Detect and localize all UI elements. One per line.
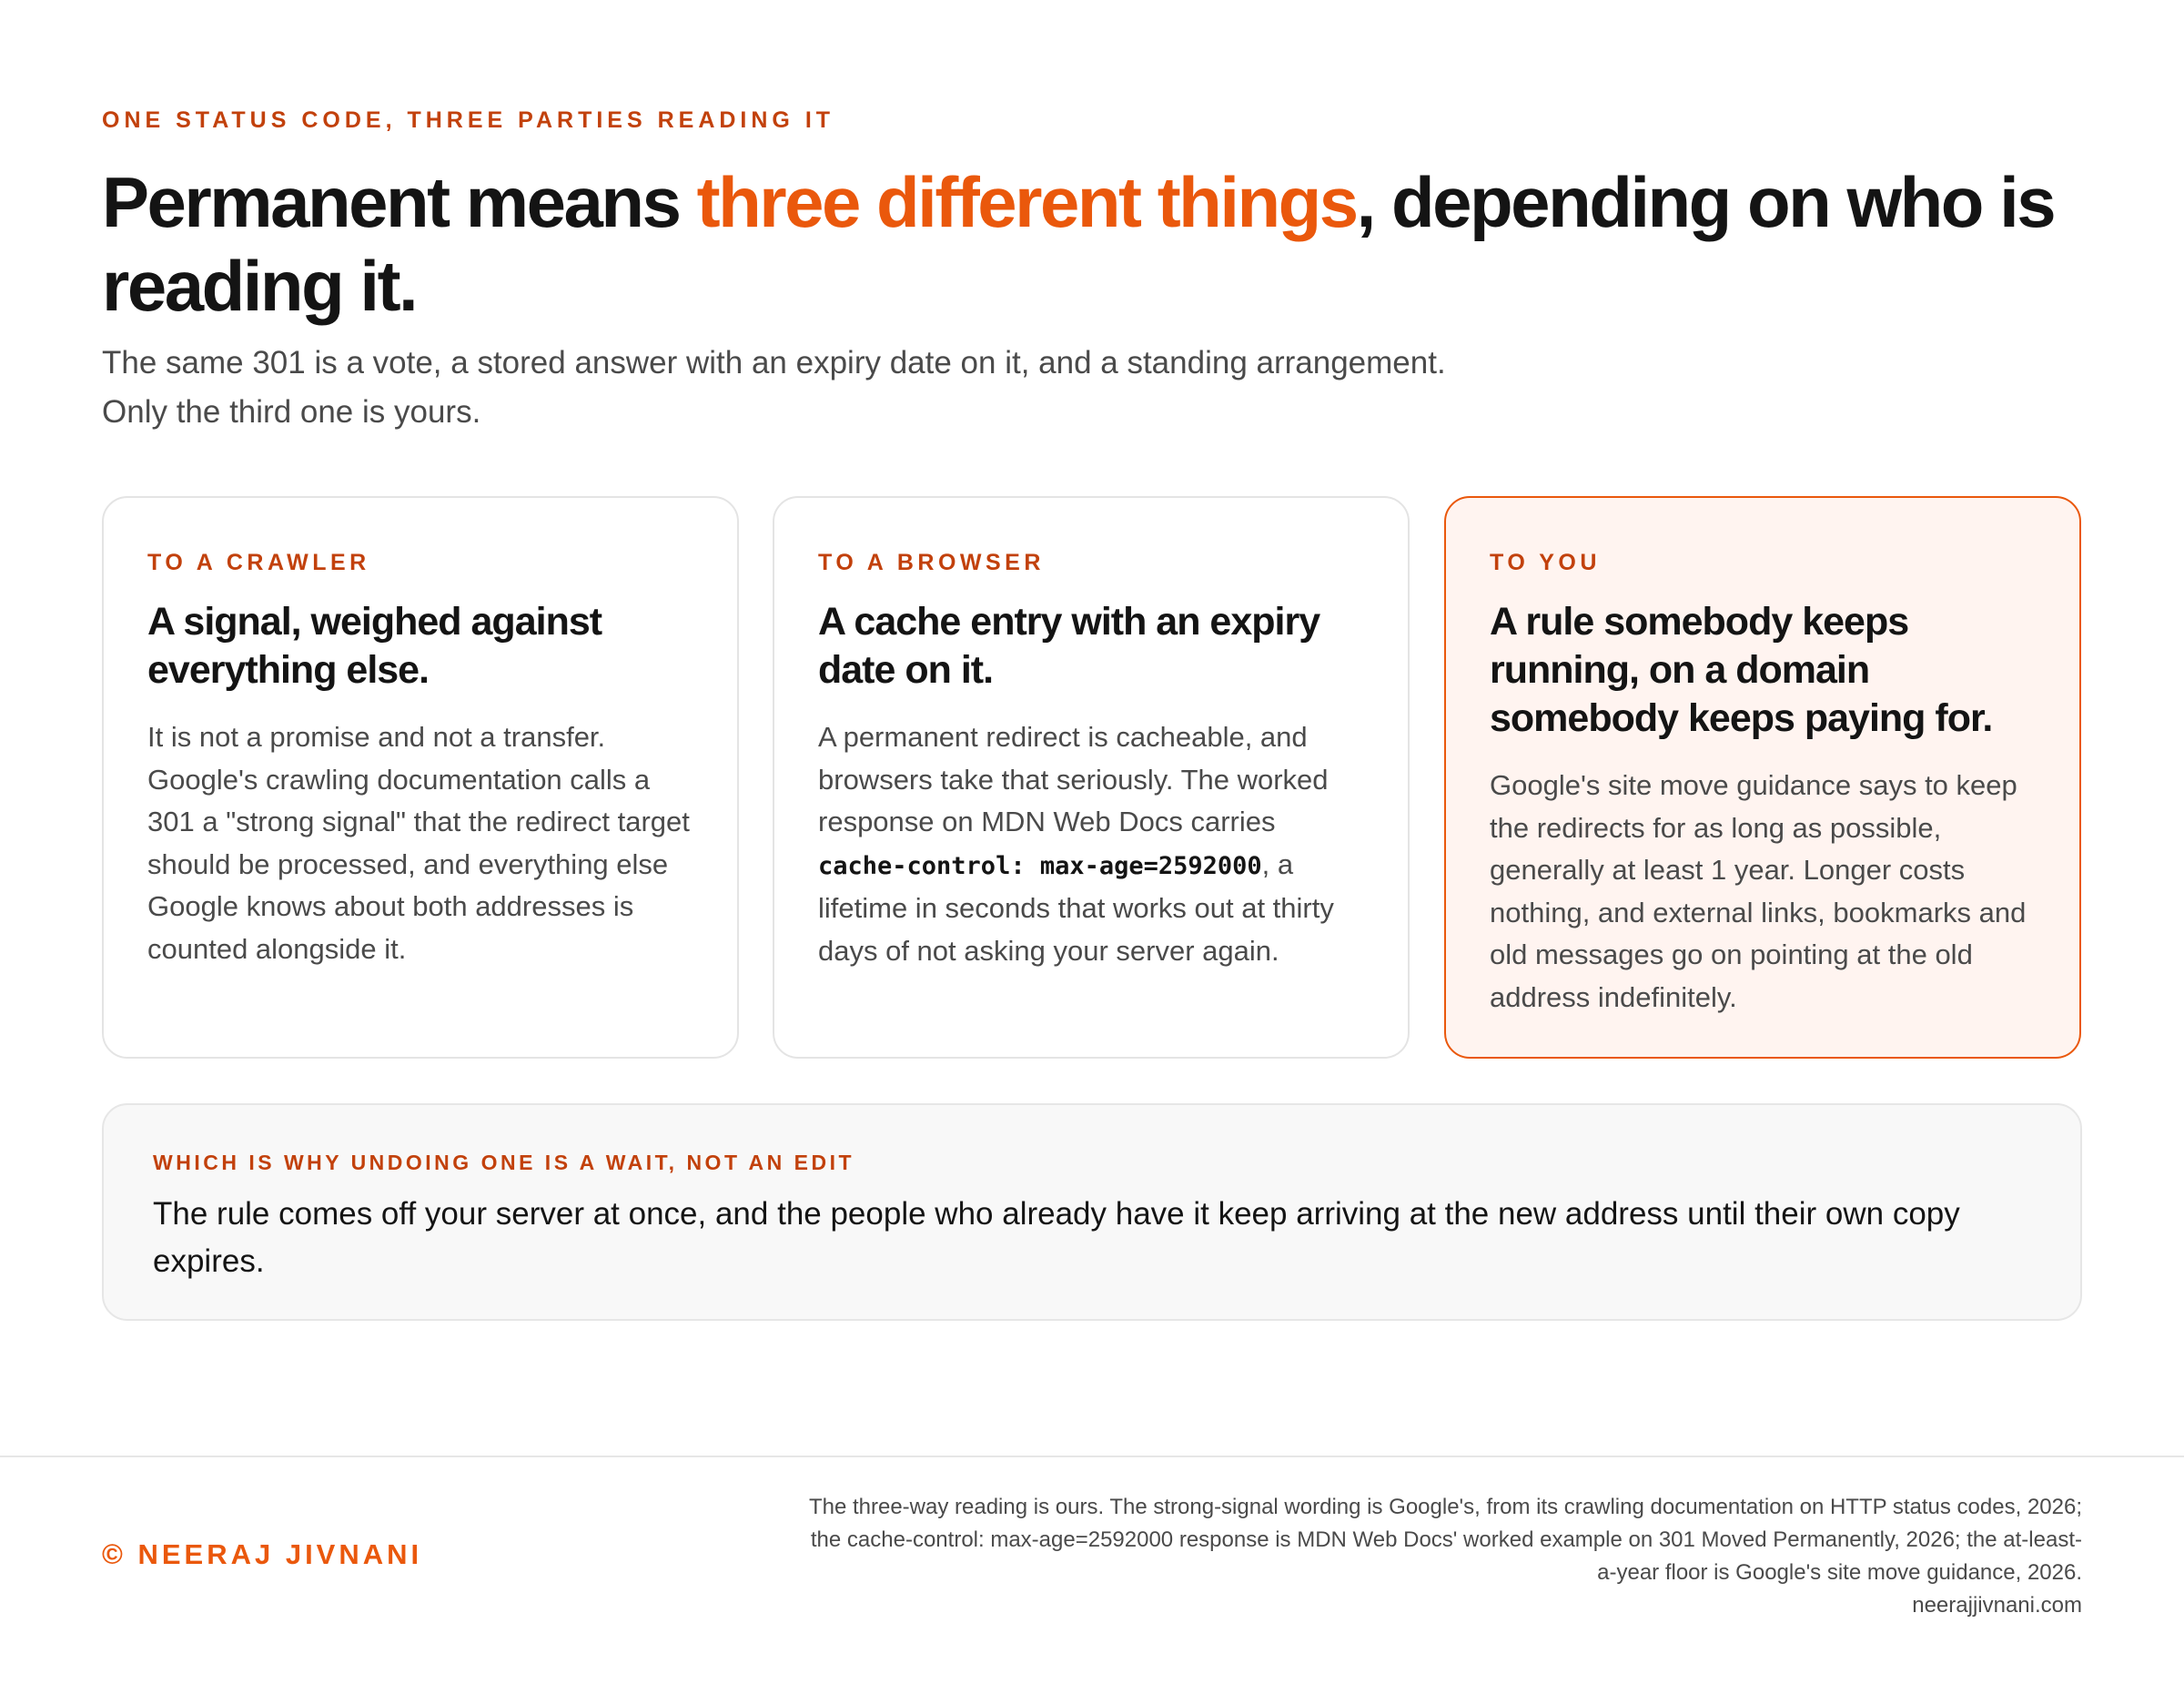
card-browser <box>773 496 1410 1059</box>
subhead-line-1: The same 301 is a vote, a stored answer with an expiry date on it, and a standing arrangement. <box>102 345 1446 380</box>
copyright: © NEERAJ JIVNANI <box>102 1538 423 1570</box>
eyebrow: ONE STATUS CODE, THREE PARTIES READING IT <box>102 107 835 133</box>
headline-accent: three different things <box>696 162 1357 242</box>
card-body: It is not a promise and not a transfer. Google's crawling documentation calls a 301 a "strong signal" that the redirect target should be processed, and everything else Google knows about both addresses is counted alongside it. <box>147 721 690 965</box>
note-label: WHICH IS WHY UNDOING ONE IS A WAIT, NOT AN EDIT <box>153 1151 855 1174</box>
card-title: A cache entry with an expiry date on it. <box>818 600 1320 692</box>
page-title <box>102 160 2086 328</box>
card-body-text: , a lifetime in seconds that works out at thirty days of not asking your server again. <box>818 847 1334 967</box>
card-label: TO A CRAWLER <box>147 550 370 575</box>
card-body-text: A permanent redirect is cacheable, and browsers take that seriously. The worked response on MDN Web Docs carries <box>818 721 1329 837</box>
note-body: The rule comes off your server at once, and the people who already have it keep arriving at the new address until their own copy expires. <box>153 1196 1960 1279</box>
subhead <box>102 339 1649 437</box>
conclusion-note <box>102 1103 2082 1321</box>
headline-start: Permanent means <box>102 162 697 242</box>
cache-control-code: cache-control: max-age=2592000 <box>818 851 1262 880</box>
site-url: neerajjivnani.com <box>1912 1593 2082 1618</box>
card-body: Google's site move guidance says to keep the redirects for as long as possible, generally at least 1 year. Longer costs nothing, and external links, bookmarks and old messages go on pointing at the old address indefinitely. <box>1490 769 2027 1013</box>
card-label: TO YOU <box>1490 550 1601 575</box>
footer-divider <box>0 1456 2184 1457</box>
subhead-line-2: Only the third one is yours. <box>102 394 481 430</box>
card-label: TO A BROWSER <box>818 550 1045 575</box>
source-notes <box>808 1491 2082 1622</box>
sources-text: The three-way reading is ours. The strong-signal wording is Google's, from its crawling documentation on HTTP status codes, 2026; the cache-control: max-age=2592000 response is MDN Web Docs' worked example on 301 Moved Permanently, 2026; the at-least-a-year floor is Google's site move guidance, 2026. <box>808 1495 2082 1585</box>
card-title: A signal, weighed against everything else. <box>147 600 602 692</box>
card-you <box>1444 496 2081 1059</box>
card-crawler <box>102 496 739 1059</box>
headline-end: , depending on who is reading it. <box>102 162 2055 326</box>
card-title: A rule somebody keeps running, on a domain somebody keeps paying for. <box>1490 600 1993 740</box>
card-body <box>818 716 1364 972</box>
